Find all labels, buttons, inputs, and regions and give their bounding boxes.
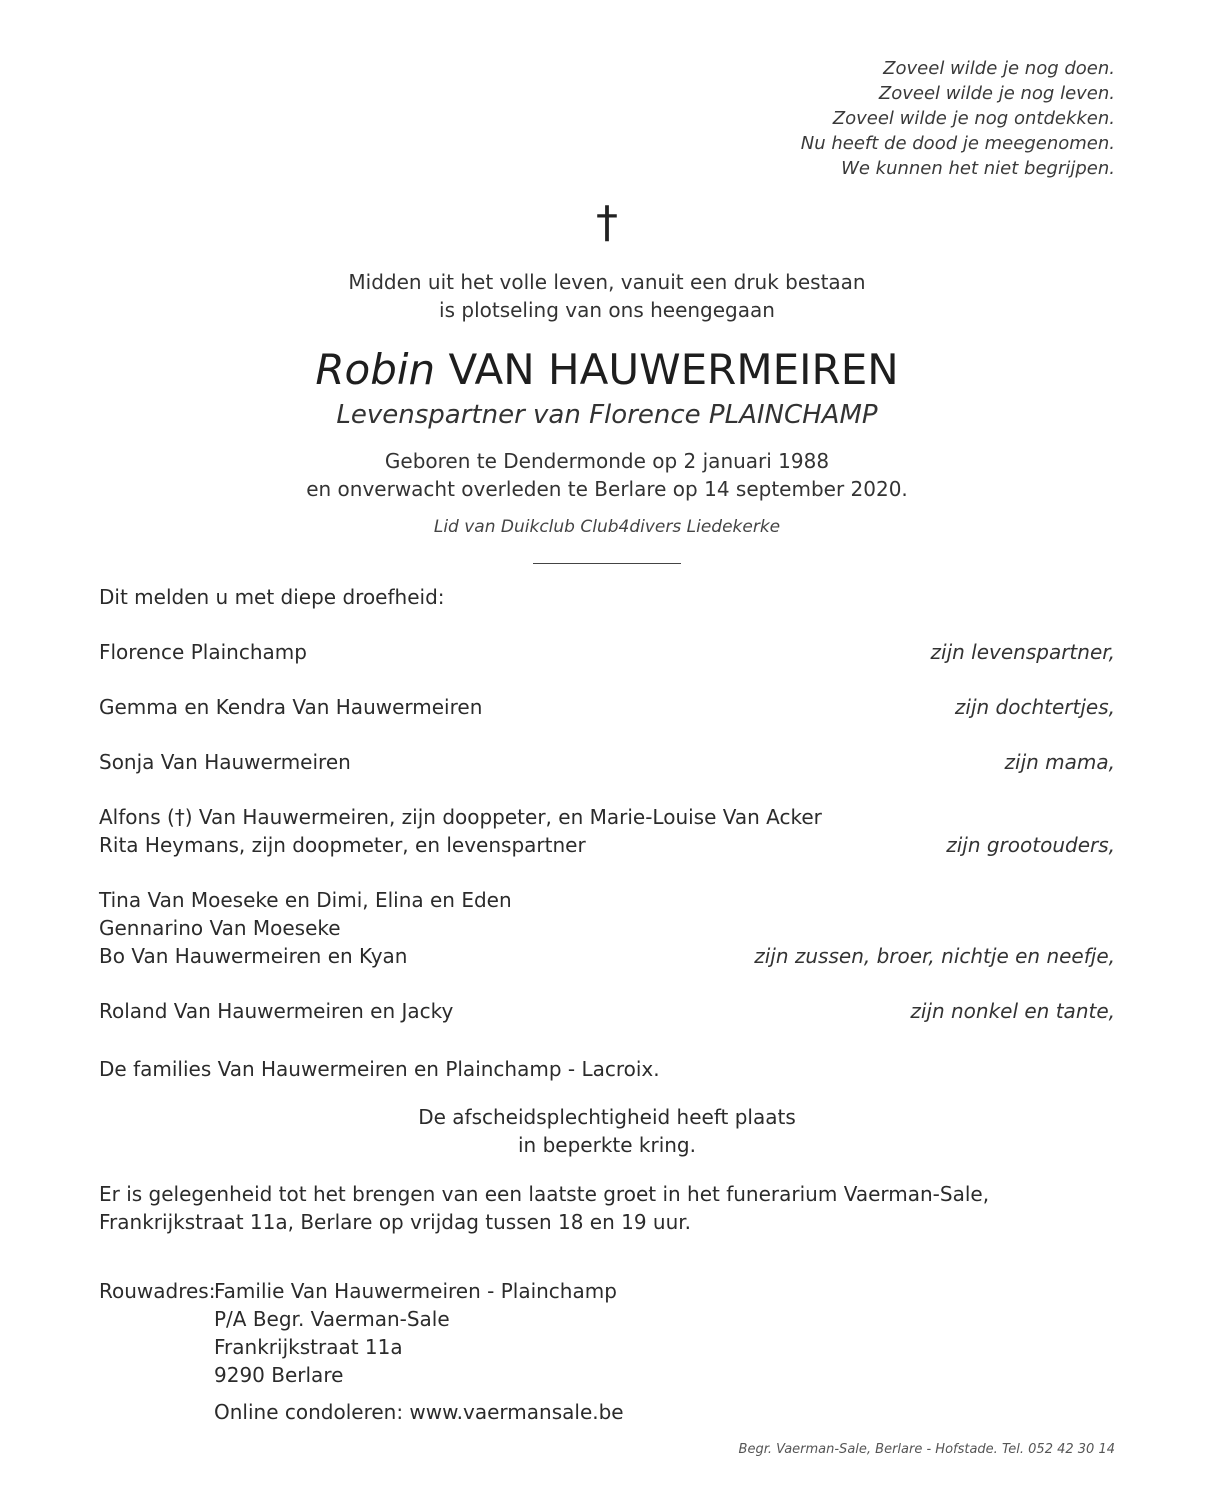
intro-line: is plotseling van ons heengegaan: [439, 298, 775, 322]
relative-group: [99, 886, 1115, 970]
address-line: P/A Begr. Vaerman-Sale: [214, 1307, 450, 1331]
relative-role: zijn zussen, broer, nichtje en neefje,: [754, 944, 1115, 968]
relative-group: [99, 638, 1115, 666]
visitation-info: [99, 1180, 989, 1236]
poem-line: We kunnen het niet begrijpen.: [841, 158, 1115, 179]
address-line: Frankrijkstraat 11a: [214, 1335, 403, 1359]
families-line: De families Van Hauwermeiren en Plainchamp - Lacroix.: [99, 1057, 660, 1081]
relative-name: Sonja Van Hauwermeiren: [99, 750, 351, 774]
ceremony-line: De afscheidsplechtigheid heeft plaats: [418, 1105, 796, 1129]
relative-group: [99, 997, 1115, 1025]
relative-name: Rita Heymans, zijn doopmeter, en levenspartner: [99, 833, 586, 857]
ceremony-line: in beperkte kring.: [518, 1133, 696, 1157]
address-label: Rouwadres:: [99, 1279, 216, 1303]
address-line: Familie Van Hauwermeiren - Plainchamp: [214, 1279, 617, 1303]
relative-role: zijn mama,: [1004, 750, 1115, 774]
ceremony-info: [0, 1103, 1214, 1159]
birth-line: Geboren te Dendermonde op 2 januari 1988: [384, 449, 830, 473]
relative-name: Gennarino Van Moeseke: [99, 916, 341, 940]
relative-role: zijn levenspartner,: [930, 640, 1115, 664]
relative-name: Roland Van Hauwermeiren en Jacky: [99, 999, 454, 1023]
relative-role: zijn grootouders,: [946, 833, 1115, 857]
online-condolence-link[interactable]: Online condoleren: www.vaermansale.be: [214, 1400, 624, 1424]
address-line: 9290 Berlare: [214, 1363, 344, 1387]
relative-role: zijn dochtertjes,: [954, 695, 1115, 719]
relative-name: Bo Van Hauwermeiren en Kyan: [99, 944, 408, 968]
relative-name: Gemma en Kendra Van Hauwermeiren: [99, 695, 483, 719]
deceased-last-name: VAN HAUWERMEIREN: [448, 345, 899, 394]
partner-line: Levenspartner van Florence PLAINCHAMP: [336, 400, 878, 430]
life-dates: [0, 447, 1214, 503]
relative-group: [99, 693, 1115, 721]
relatives-list: [99, 638, 1115, 1052]
intro-text: [0, 268, 1214, 324]
intro-line: Midden uit het volle leven, vanuit een druk bestaan: [348, 270, 866, 294]
mourning-address: [99, 1277, 617, 1389]
poem-line: Nu heeft de dood je meegenomen.: [800, 133, 1115, 154]
cross-icon: †: [596, 197, 618, 248]
poem-line: Zoveel wilde je nog doen.: [883, 58, 1115, 79]
deceased-first-name: Robin: [315, 345, 436, 394]
poem: [801, 56, 1115, 181]
deceased-name: [0, 344, 1214, 396]
club-membership: Lid van Duikclub Club4divers Liedekerke: [433, 517, 781, 537]
relative-name: Alfons (†) Van Hauwermeiren, zijn dooppeter, en Marie-Louise Van Acker: [99, 805, 822, 829]
footer-credit: Begr. Vaerman-Sale, Berlare - Hofstade. Tel. 052 42 30 14: [738, 1442, 1115, 1457]
divider: [533, 563, 681, 564]
relative-name: Florence Plainchamp: [99, 640, 307, 664]
relative-role: zijn nonkel en tante,: [910, 999, 1115, 1023]
relative-name: Tina Van Moeseke en Dimi, Elina en Eden: [99, 888, 512, 912]
relative-group: [99, 803, 1115, 859]
visitation-line: Frankrijkstraat 11a, Berlare op vrijdag tussen 18 en 19 uur.: [99, 1210, 692, 1234]
relative-group: [99, 748, 1115, 776]
poem-line: Zoveel wilde je nog ontdekken.: [832, 108, 1115, 129]
poem-line: Zoveel wilde je nog leven.: [878, 83, 1115, 104]
announcement-lead: Dit melden u met diepe droefheid:: [99, 585, 445, 609]
visitation-line: Er is gelegenheid tot het brengen van een laatste groet in het funerarium Vaerman-Sale,: [99, 1182, 990, 1206]
death-line: en onverwacht overleden te Berlare op 14 september 2020.: [306, 477, 908, 501]
